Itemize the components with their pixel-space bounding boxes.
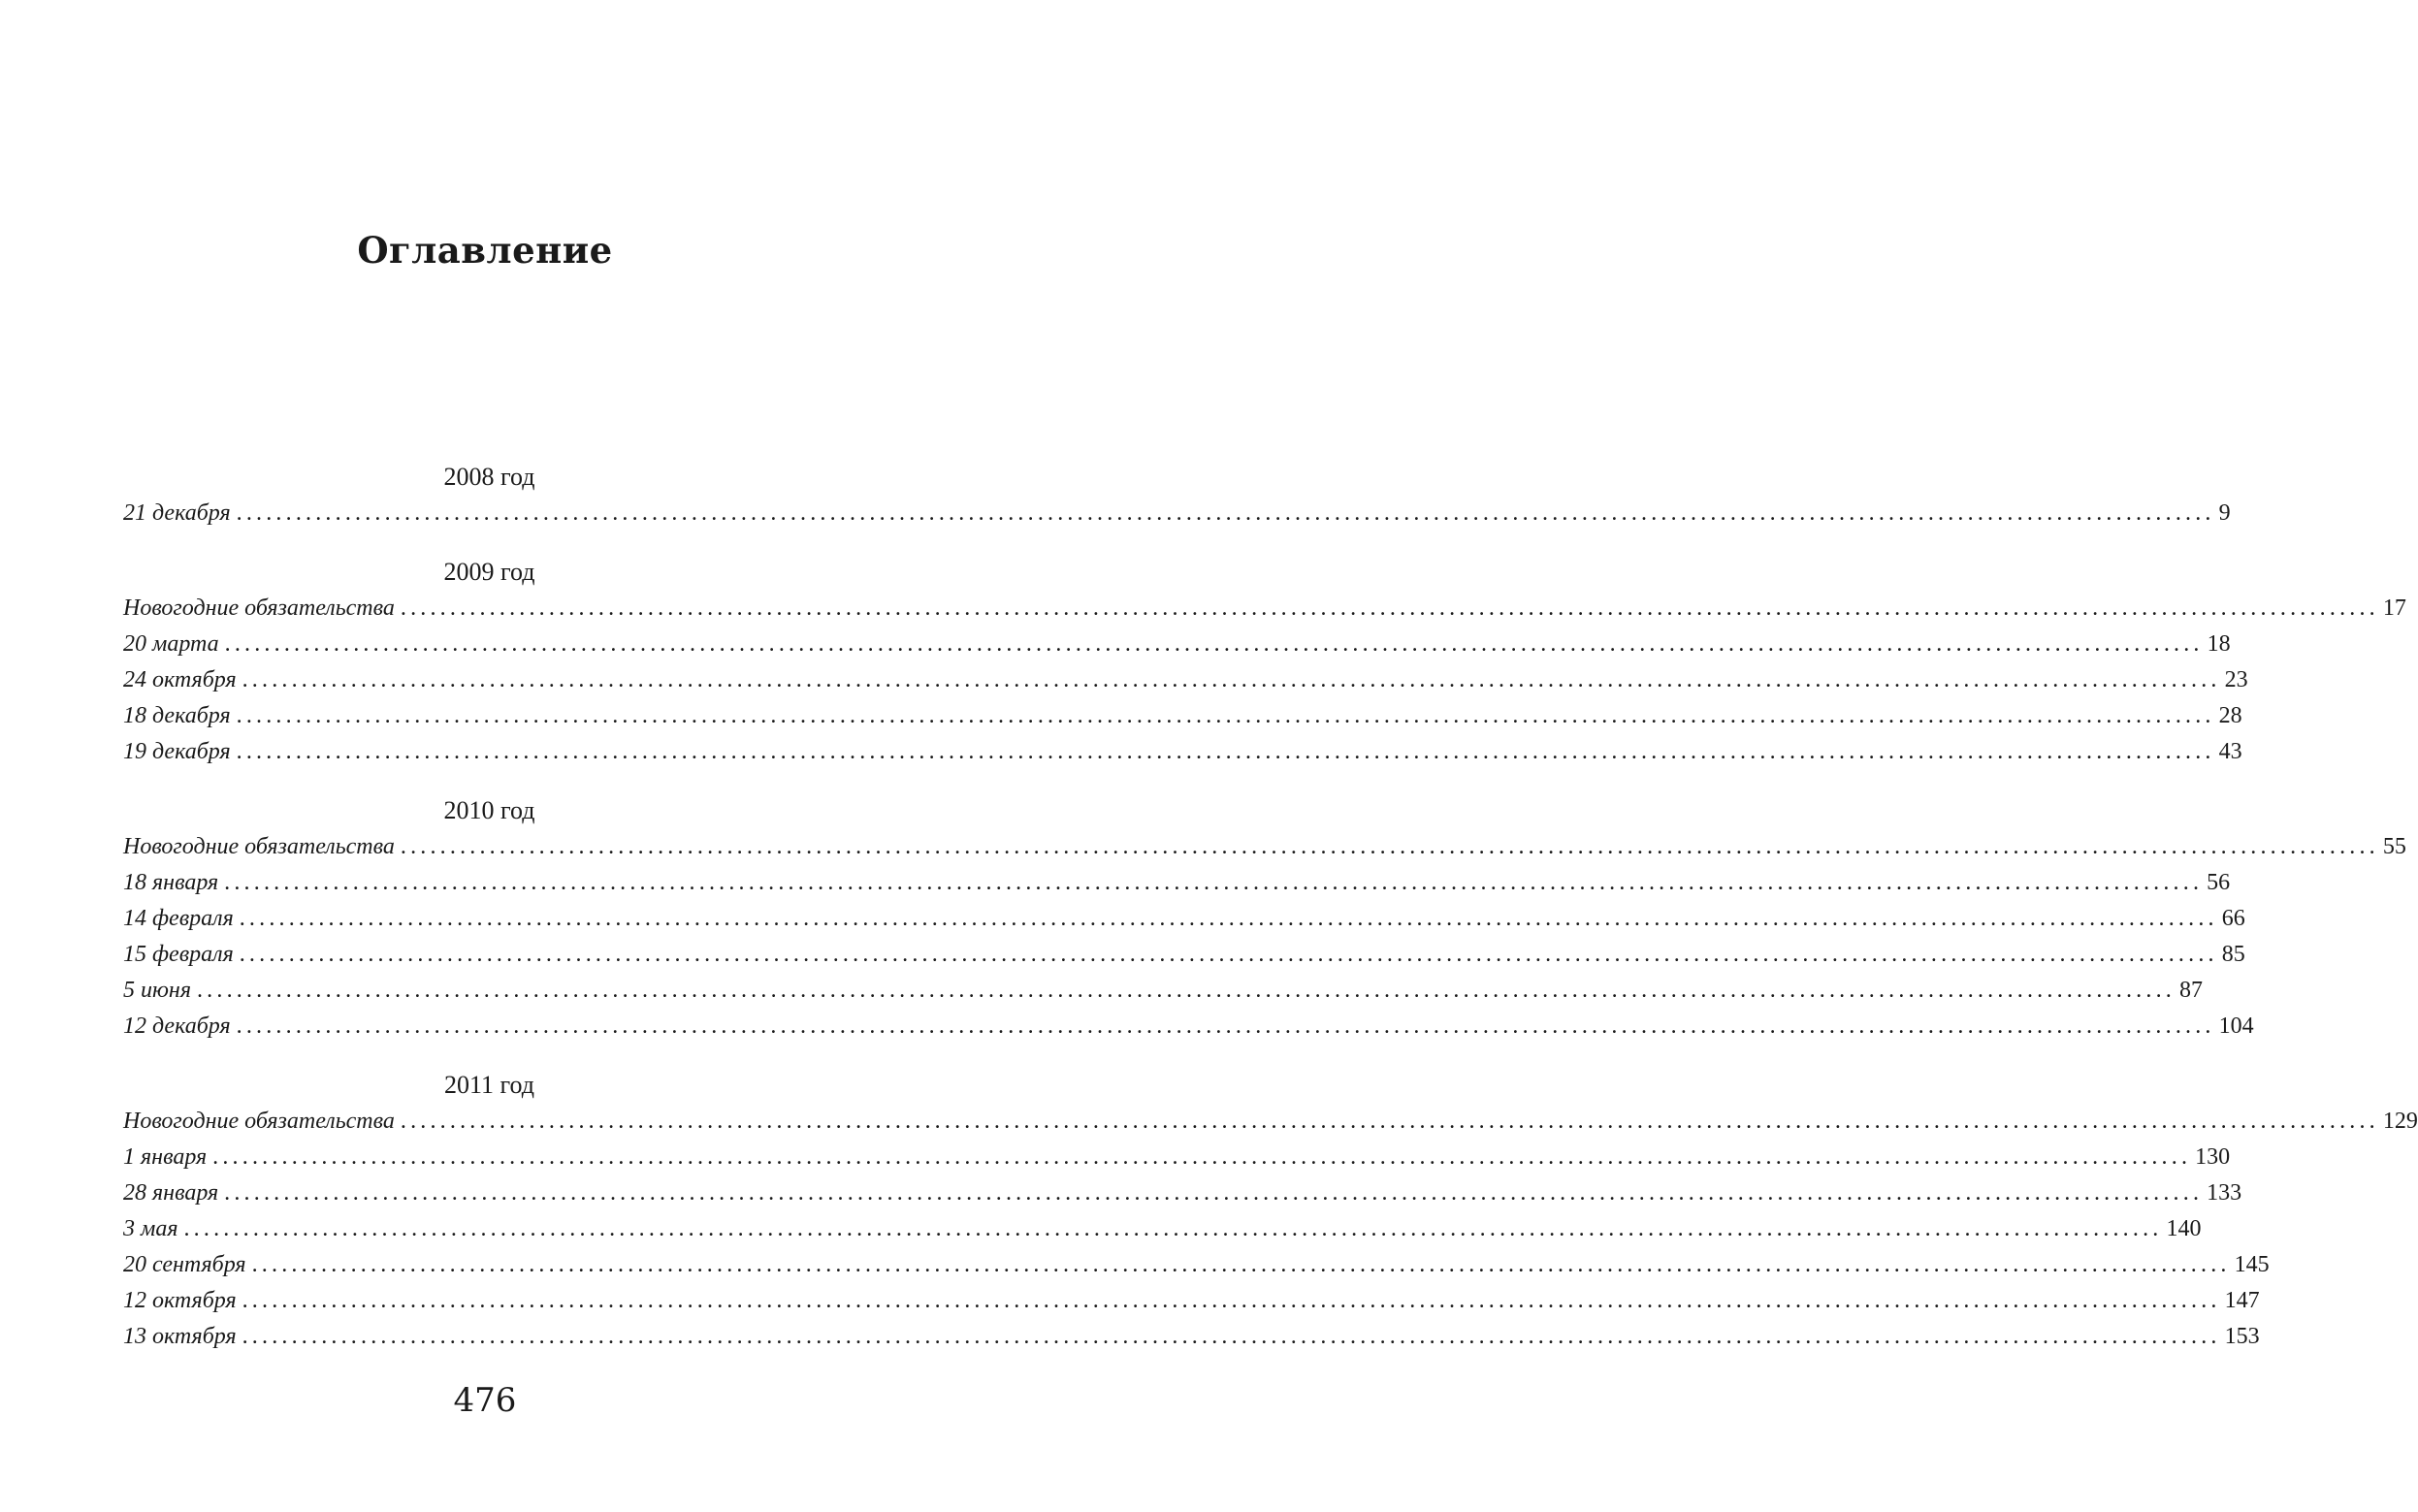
toc-section-2010 [123,793,2406,1045]
toc-entry[interactable] [123,1247,2270,1283]
toc-entry[interactable] [123,1211,2202,1247]
toc-entry[interactable] [123,1104,2418,1140]
toc-entry[interactable] [123,829,2406,865]
entry-page-number: 17 [2382,595,2406,621]
dot-leader: ........................................................................................................................................................................................................ [183,1216,2163,1241]
entry-page-number: 23 [2224,667,2248,692]
dot-leader: ........................................................................................................................................................................................................ [236,500,2215,526]
entry-page-number: 130 [2195,1144,2231,1170]
entry-title: 12 декабря [123,1013,231,1039]
toc-entry[interactable] [123,591,2406,627]
entry-title: 5 июня [123,978,191,1003]
entry-page-number: 18 [2207,631,2231,657]
toc-entry[interactable] [123,865,2231,901]
entry-page-number: 133 [2207,1180,2242,1206]
dot-leader: ........................................................................................................................................................................................................ [224,631,2204,657]
toc-entry[interactable] [123,1140,2231,1175]
toc-entry[interactable] [123,973,2203,1009]
dot-leader: ........................................................................................................................................................................................................ [236,1013,2215,1039]
entry-title: 1 января [123,1144,208,1170]
toc-section-2011 [123,1068,2418,1355]
entry-page-number: 153 [2224,1324,2260,1349]
toc-entry[interactable] [123,496,2231,531]
year-heading: 2008 год [443,463,535,491]
dot-leader: ........................................................................................................................................................................................................ [239,942,2218,967]
entry-title: 12 октября [123,1288,237,1313]
year-heading: 2011 год [443,1071,535,1099]
entry-title: 20 марта [123,631,219,657]
entry-title: Новогодние обязательства [123,1109,395,1134]
dot-leader: ........................................................................................................................................................................................................ [236,739,2215,764]
entry-title: 14 февраля [123,906,234,931]
entry-title: 20 сентября [123,1252,246,1277]
toc-entry[interactable] [123,662,2248,698]
dot-leader: ........................................................................................................................................................................................................ [400,834,2379,859]
entry-title: 18 декабря [123,703,231,728]
dot-leader: ........................................................................................................................................................................................................ [224,870,2204,895]
dot-leader: ........................................................................................................................................................................................................ [242,1288,2221,1313]
toc-entry[interactable] [123,698,2242,734]
dot-leader: ........................................................................................................................................................................................................ [239,906,2218,931]
entry-title: 18 января [123,870,219,895]
dot-leader: ........................................................................................................................................................................................................ [242,667,2221,692]
dot-leader: ........................................................................................................................................................................................................ [212,1144,2192,1170]
dot-leader: ........................................................................................................................................................................................................ [242,1324,2221,1349]
year-heading: 2009 год [443,558,535,586]
entry-page-number: 147 [2224,1288,2260,1313]
entry-page-number: 104 [2218,1013,2254,1039]
toc-entry[interactable] [123,937,2245,973]
toc-entry[interactable] [123,1009,2254,1045]
entry-page-number: 129 [2382,1109,2418,1134]
entry-page-number: 55 [2382,834,2406,859]
toc-section-2009 [123,555,2406,770]
year-heading: 2010 год [443,796,535,824]
entry-title: Новогодние обязательства [123,595,395,621]
entry-page-number: 9 [2218,500,2231,526]
page-number: 476 [453,1381,517,1420]
entry-title: 28 января [123,1180,219,1206]
entry-title: 19 декабря [123,739,231,764]
table-of-contents [123,460,2418,1355]
entry-title: 15 февраля [123,942,234,967]
toc-entry[interactable] [123,734,2242,770]
page-title: Оглавление [357,229,613,272]
entry-title: 3 мая [123,1216,178,1241]
entry-title: 13 октября [123,1324,237,1349]
toc-entry[interactable] [123,1283,2260,1319]
entry-page-number: 145 [2234,1252,2270,1277]
entry-page-number: 56 [2207,870,2231,895]
dot-leader: ........................................................................................................................................................................................................ [196,978,2176,1003]
dot-leader: ........................................................................................................................................................................................................ [236,703,2215,728]
entry-page-number: 43 [2218,739,2242,764]
toc-entry[interactable] [123,627,2231,662]
dot-leader: ........................................................................................................................................................................................................ [224,1180,2204,1206]
dot-leader: ........................................................................................................................................................................................................ [400,1109,2379,1134]
toc-section-2008 [123,460,2231,531]
entry-title: Новогодние обязательства [123,834,395,859]
entry-page-number: 66 [2221,906,2245,931]
entry-page-number: 28 [2218,703,2242,728]
dot-leader: ........................................................................................................................................................................................................ [400,595,2379,621]
entry-page-number: 85 [2221,942,2245,967]
entry-page-number: 87 [2178,978,2203,1003]
entry-title: 21 декабря [123,500,231,526]
toc-entry[interactable] [123,1319,2260,1355]
toc-entry[interactable] [123,1175,2242,1211]
dot-leader: ........................................................................................................................................................................................................ [251,1252,2231,1277]
toc-entry[interactable] [123,901,2245,937]
entry-title: 24 октября [123,667,237,692]
entry-page-number: 140 [2166,1216,2202,1241]
